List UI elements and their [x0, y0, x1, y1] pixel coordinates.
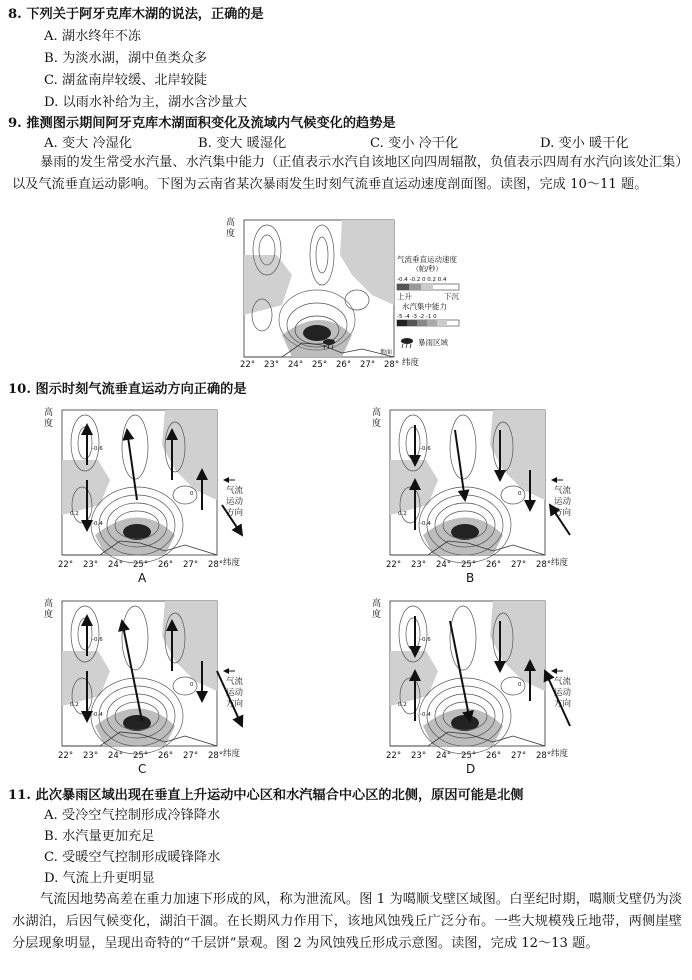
flow-legend-label: 气流 [226, 486, 244, 496]
panel-x-tick: 27° [183, 560, 199, 570]
q9-option-c[interactable]: C. 变小 冷干化 [370, 136, 459, 151]
panel-x-tick: 26° [158, 751, 174, 761]
panel-option-label: A [138, 571, 147, 585]
panel-x-tick: 24° [108, 560, 124, 570]
legend-title-1: 气流垂直运动速度 [397, 255, 457, 264]
flow-legend-label: 气流 [226, 677, 244, 687]
q8-option-a[interactable]: A. 湖水终年不冻 [44, 29, 142, 44]
contour-label: -0.4 [92, 712, 103, 718]
main-x-tick-23: 23° [264, 360, 280, 370]
q9-option-a[interactable]: A. 变大 冷湿化 [44, 136, 133, 151]
panel-x-tick: 22° [386, 751, 402, 761]
q8-stem: 8. 下列关于阿牙克库木湖的说法，正确的是 [8, 7, 264, 22]
contour-label: 0 [190, 682, 194, 688]
q11-option-c[interactable]: C. 受暖空气控制形成暖锋降水 [44, 850, 221, 865]
main-y-label-2: 度 [226, 229, 236, 239]
panel-x-label: 纬度 [551, 749, 569, 759]
q8-option-b[interactable]: B. 为淡水湖，湖中鱼类众多 [44, 51, 208, 66]
flow-legend-label: 方向 [226, 699, 244, 709]
q10-option-panel-d[interactable] [368, 596, 598, 776]
panel-x-tick: 28° [536, 560, 552, 570]
main-figure-svg [222, 215, 472, 375]
contour-label: 0.2 [70, 511, 79, 517]
flow-legend-label: 方向 [554, 699, 572, 709]
q10-option-panel-b[interactable] [368, 405, 598, 585]
legend-storm-icon [401, 338, 413, 348]
panel-y-label: 度 [44, 419, 54, 429]
panel-x-tick: 26° [486, 560, 502, 570]
contour-label: -0.4 [420, 521, 431, 527]
q9-option-b[interactable]: B. 变大 暖湿化 [198, 136, 287, 151]
panel-x-tick: 27° [511, 560, 527, 570]
panel-option-label: B [466, 571, 475, 585]
main-x-tick-28: 28° [384, 360, 400, 370]
panel-y-label: 高 [372, 408, 382, 418]
contour-label: -0.4 [420, 712, 431, 718]
panel-x-tick: 24° [436, 751, 452, 761]
q10-panel-svg [368, 596, 598, 776]
panel-x-tick: 22° [58, 751, 74, 761]
panel-x-tick: 25° [461, 751, 477, 761]
panel-x-tick: 25° [133, 751, 149, 761]
contour-label: -0.6 [92, 637, 103, 643]
q8-option-c[interactable]: C. 湖盆南岸较缓、北岸较陡 [44, 73, 208, 88]
contour-label: -0.6 [420, 446, 431, 452]
contour-label: 0 [518, 491, 522, 497]
q10-stem: 10. 图示时刻气流垂直运动方向正确的是 [8, 382, 247, 397]
panel-x-tick: 24° [436, 560, 452, 570]
ground-label: 地面 [380, 349, 393, 356]
panel-x-tick: 23° [83, 751, 99, 761]
panel-x-tick: 23° [83, 560, 99, 570]
contour-label: -0.6 [92, 446, 103, 452]
panel-x-tick: 25° [461, 560, 477, 570]
q9-option-d[interactable]: D. 变小 暖干化 [540, 136, 629, 151]
panel-x-tick: 28° [208, 560, 224, 570]
legend-down: 下沉 [444, 292, 459, 301]
legend-title-2: （帕/秒） [412, 265, 443, 273]
contour-label: -0.4 [92, 521, 103, 527]
flow-legend-label: 气流 [554, 486, 572, 496]
panel-option-label: C [138, 762, 147, 776]
panel-y-label: 高 [372, 599, 382, 609]
legend-up: 上升 [397, 292, 412, 301]
panel-x-tick: 22° [386, 560, 402, 570]
q9-stem: 9. 推测图示期间阿牙克库木湖面积变化及流域内气候变化的趋势是 [8, 116, 396, 131]
panel-x-tick: 24° [108, 751, 124, 761]
legend-scale-1: -0.4 -0.2 0 0.2 0.4 [397, 277, 447, 283]
main-x-label: 纬度 [402, 358, 420, 368]
panel-option-label: D [466, 762, 476, 776]
flow-legend-label: 运动 [554, 688, 572, 698]
panel-y-label: 高 [44, 408, 54, 418]
panel-x-tick: 28° [536, 751, 552, 761]
main-x-tick-24: 24° [288, 360, 304, 370]
flow-legend-label: 运动 [554, 497, 572, 507]
intro-paragraph-1: 暴雨的发生常受水汽量、水汽集中能力（正值表示水汽自该地区向四周辐散，负值表示四周有水汽向该处汇集）以及气流垂直运动影响。下图为云南省某次暴雨发生时刻气流垂直运动速度剖面图。读图，完成 10～11 题。 [12, 155, 682, 192]
legend-title-3: 水汽集中能力 [402, 302, 447, 311]
main-y-label-1: 高 [226, 218, 236, 228]
main-x-tick-22: 22° [240, 360, 256, 370]
q11-option-d[interactable]: D. 气流上升更明显 [44, 871, 155, 886]
intro-paragraph-2: 气流因地势高差在重力加速下形成的风，称为泄流风。图 1 为噶顺戈壁区域图。白垩纪时期，噶顺戈壁仍为淡水湖泊，后因气候变化，湖泊干涸。在长期风力作用下，该地风蚀残丘广泛分布。一些大规模残丘地带，两侧崖壁分层现象明显，呈现出奇特的“千层饼”景观。图 2 为风蚀残丘形成示意图。读图，完成 12～13 题。 [12, 892, 682, 951]
flow-legend-label: 运动 [226, 497, 244, 507]
q11-stem: 11. 此次暴雨区域出现在垂直上升运动中心区和水汽辐合中心区的北侧，原因可能是北侧 [8, 788, 524, 803]
flow-legend-label: 方向 [554, 508, 572, 518]
flow-legend-label: 方向 [226, 508, 244, 518]
contour-label: 0 [190, 491, 194, 497]
contour-label: 0.2 [398, 702, 407, 708]
panel-y-label: 度 [372, 419, 382, 429]
panel-x-tick: 23° [411, 560, 427, 570]
q11-option-b[interactable]: B. 水汽量更加充足 [44, 829, 155, 844]
contour-label: 0 [518, 682, 522, 688]
panel-x-label: 纬度 [223, 749, 241, 759]
legend-storm-label: 暴雨区域 [418, 338, 448, 347]
panel-y-label: 高 [44, 599, 54, 609]
q11-option-a[interactable]: A. 受冷空气控制形成冷锋降水 [44, 808, 221, 823]
contour-label: 0.2 [70, 702, 79, 708]
panel-x-tick: 27° [511, 751, 527, 761]
panel-y-label: 度 [372, 610, 382, 620]
q10-option-panel-a[interactable] [40, 405, 270, 585]
contour-label: 0.2 [398, 511, 407, 517]
q8-option-d[interactable]: D. 以雨水补给为主，湖水含沙量大 [44, 95, 248, 110]
main-figure [222, 215, 472, 375]
panel-x-tick: 27° [183, 751, 199, 761]
main-x-tick-25: 25° [312, 360, 328, 370]
panel-x-tick: 25° [133, 560, 149, 570]
main-x-tick-26: 26° [336, 360, 352, 370]
panel-x-tick: 26° [158, 560, 174, 570]
panel-x-tick: 22° [58, 560, 74, 570]
flow-legend-label: 运动 [226, 688, 244, 698]
contour-label: -0.6 [420, 637, 431, 643]
legend-scale-2: -5 -4 -3 -2 -1 0 [397, 314, 437, 320]
panel-y-label: 度 [44, 610, 54, 620]
q10-panel-svg [368, 405, 598, 585]
q10-panel-svg [40, 596, 270, 776]
panel-x-label: 纬度 [551, 558, 569, 568]
q10-option-panel-c[interactable] [40, 596, 270, 776]
panel-x-tick: 26° [486, 751, 502, 761]
q10-panel-svg [40, 405, 270, 585]
panel-x-tick: 23° [411, 751, 427, 761]
main-x-tick-27: 27° [360, 360, 376, 370]
panel-x-tick: 28° [208, 751, 224, 761]
panel-x-label: 纬度 [223, 558, 241, 568]
flow-legend-label: 气流 [554, 677, 572, 687]
